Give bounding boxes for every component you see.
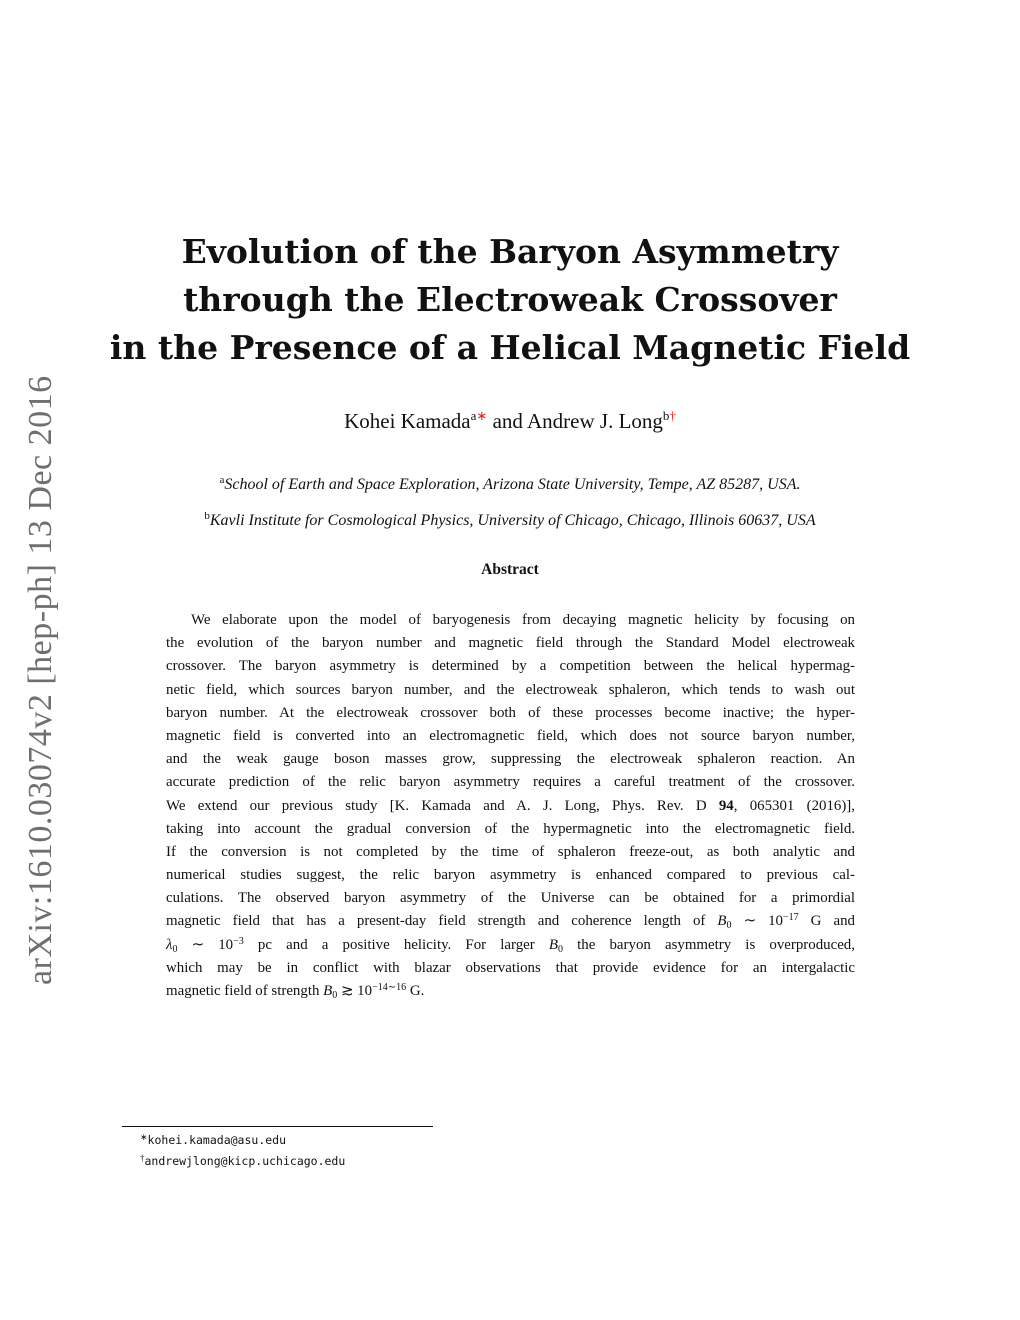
abstract-line: culations. The observed baryon asymmetry of the Universe can be obtained for a primordial bbox=[166, 890, 855, 907]
abstract-line: We elaborate upon the model of baryogenesis from decaying magnetic helicity by focusing on bbox=[191, 612, 855, 628]
author-list bbox=[0, 408, 1020, 434]
title-line-2: through the Electroweak Crossover bbox=[183, 280, 837, 319]
footnote-rule bbox=[122, 1126, 433, 1127]
abstract-body bbox=[166, 609, 855, 1003]
paper-title bbox=[0, 228, 1020, 372]
email-link[interactable]: kohei.kamada@asu.edu bbox=[147, 1133, 287, 1147]
affiliation-a: $^a$School of Earth and Space Exploration, Arizona State University, Tempe, AZ 85287, USA. bbox=[219, 474, 801, 493]
abstract-line: the evolution of the baryon number and magnetic field through the Standard Model electroweak bbox=[166, 635, 855, 652]
abstract-line: netic field, which sources baryon number, and the electroweak sphaleron, which tends to wash out bbox=[166, 681, 855, 698]
author-name: Kohei Kamada bbox=[344, 409, 471, 433]
arxiv-stamp: arXiv:1610.03074v2 [hep-ph] 13 Dec 2016 bbox=[22, 375, 59, 985]
abstract-line: magnetic field is converted into an electromagnetic field, which does not source baryon number, bbox=[166, 727, 855, 744]
abstract-line: $\lambda_0$ ∼ $10^{-3}$ pc and a positive helicity. For larger $B_0$ the baryon asymmetry is overproduced, bbox=[166, 935, 855, 955]
abstract-line: which may be in conflict with blazar observations that provide evidence for an intergalactic bbox=[166, 959, 855, 976]
title-line-3: in the Presence of a Helical Magnetic Field bbox=[109, 328, 911, 367]
footnote-email-1: ∗kohei.kamada@asu.edu bbox=[140, 1132, 287, 1147]
author-affil-mark: b† bbox=[662, 408, 676, 423]
author-affil-mark: a∗ bbox=[470, 408, 488, 423]
abstract-line: taking into account the gradual conversion of the hypermagnetic into the electromagnetic field. bbox=[166, 820, 855, 837]
abstract-line: numerical studies suggest, the relic baryon asymmetry is enhanced compared to previous cal- bbox=[166, 867, 855, 884]
abstract-line: and the weak gauge boson masses grow, suppressing the electroweak sphaleron reaction. An bbox=[166, 751, 855, 768]
abstract-line: accurate prediction of the relic baryon asymmetry requires a careful treatment of the crossover. bbox=[166, 774, 855, 791]
abstract-line: magnetic field of strength $B_0$ ≳ $10^{-14\sim 16}$ G. bbox=[166, 982, 425, 1001]
title-line-1: Evolution of the Baryon Asymmetry bbox=[181, 232, 839, 271]
abstract-line: crossover. The baryon asymmetry is determined by a competition between the helical hypermag- bbox=[166, 658, 855, 675]
author-conjunction: and bbox=[487, 409, 527, 433]
abstract-line: baryon number. At the electroweak crossover both of these processes become inactive; the hyper- bbox=[166, 704, 855, 721]
abstract-line: If the conversion is not completed by the time of sphaleron freeze-out, as both analytic and bbox=[166, 843, 855, 860]
abstract-line: magnetic field that has a present-day field strength and coherence length of $B_0$ ∼ $10^{-17}$ G and bbox=[166, 912, 855, 932]
author-name: Andrew J. Long bbox=[527, 409, 663, 433]
footnote-email-2: †andrewjlong@kicp.uchicago.edu bbox=[140, 1153, 346, 1168]
abstract-line: We extend our previous study [K. Kamada and A. J. Long, Phys. Rev. D 94, 065301 (2016)], bbox=[166, 797, 855, 814]
abstract-heading: Abstract bbox=[481, 561, 539, 578]
affiliation-b: $^b$Kavli Institute for Cosmological Physics, University of Chicago, Chicago, Illinois 60637, USA bbox=[204, 510, 816, 529]
email-link[interactable]: andrewjlong@kicp.uchicago.edu bbox=[144, 1154, 346, 1168]
